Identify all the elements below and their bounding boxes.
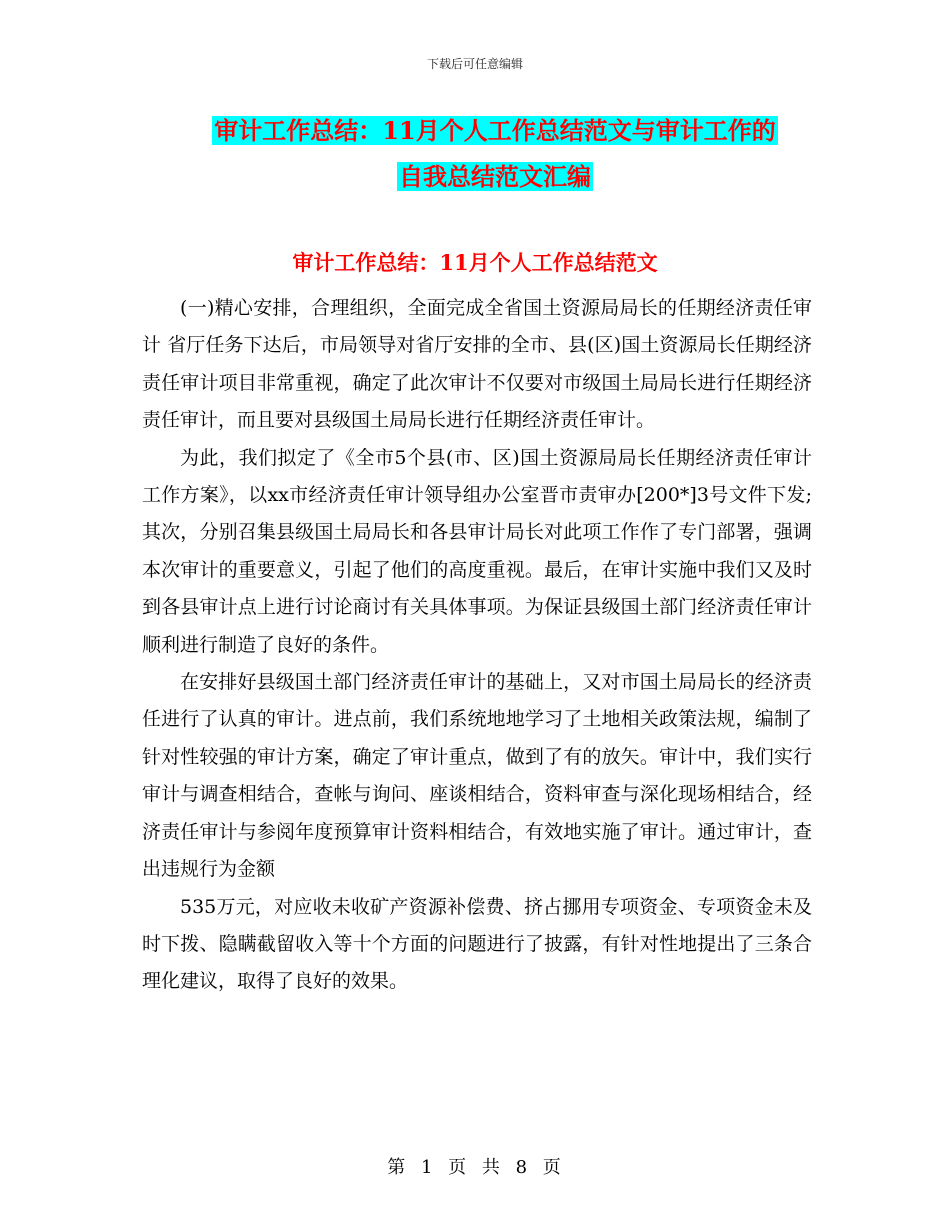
paragraph: 535万元，对应收未收矿产资源补偿费、挤占挪用专项资金、专项资金未及时下拨、隐瞒截留收入等十个方面的问题进行了披露，有针对性地提出了三条合理化建议，取得了良好的效果。 [142, 895, 812, 993]
footer-total-pages: 8 [515, 1157, 530, 1178]
section-title: 审计工作总结：11月个人工作总结范文 [292, 250, 658, 275]
paragraph: (一)精心安排，合理组织，全面完成全省国土资源局局长的任期经济责任审计 省厅任务下达后，市局领导对省厅安排的全市、县(区)国土资源局长任期经济责任审计项目非常重视，确定了此次审计不仅要对市级国土局局长进行任期经济责任审计，而且要对县级国土局局长进行任期经济责任审计。 [142, 297, 812, 432]
footer-mid2: 共 [481, 1157, 502, 1178]
header-note: 下载后可任意编辑 [426, 57, 523, 71]
footer-suffix: 页 [542, 1157, 563, 1178]
footer-page-number: 1 [420, 1157, 435, 1178]
footer-prefix: 第 [387, 1157, 408, 1178]
main-title [120, 108, 870, 200]
body-text [142, 290, 812, 1001]
paragraph: 在安排好县级国土部门经济责任审计的基础上，又对市国土局局长的经济责任进行了认真的审计。进点前，我们系统地地学习了土地相关政策法规，编制了针对性较强的审计方案，确定了审计重点，做到了有的放矢。审计中，我们实行审计与调查相结合，查帐与询问、座谈相结合，资料审查与深化现场相结合，经济责任审计与参阅年度预算审计资料相结合，有效地实施了审计。通过审计，查出违规行为金额 [142, 671, 812, 881]
footer-mid1: 页 [448, 1157, 469, 1178]
paragraph: 为此，我们拟定了《全市5个县(市、区)国土资源局局长任期经济责任审计工作方案》，以xx市经济责任审计领导组办公室晋市责审办[200*]3号文件下发;其次，分别召集县级国土局局长和各县审计局长对此项工作作了专门部署，强调本次审计的重要意义，引起了他们的高度重视。最后，在审计实施中我们又及时到各县审计点上进行讨论商讨有关具体事项。为保证县级国土部门经济责任审计顺利进行制造了良好的条件。 [142, 446, 812, 656]
main-title-line1: 审计工作总结：11月个人工作总结范文与审计工作的 [214, 116, 776, 145]
page-footer [0, 1153, 950, 1179]
main-title-line2: 自我总结范文汇编 [399, 162, 591, 191]
